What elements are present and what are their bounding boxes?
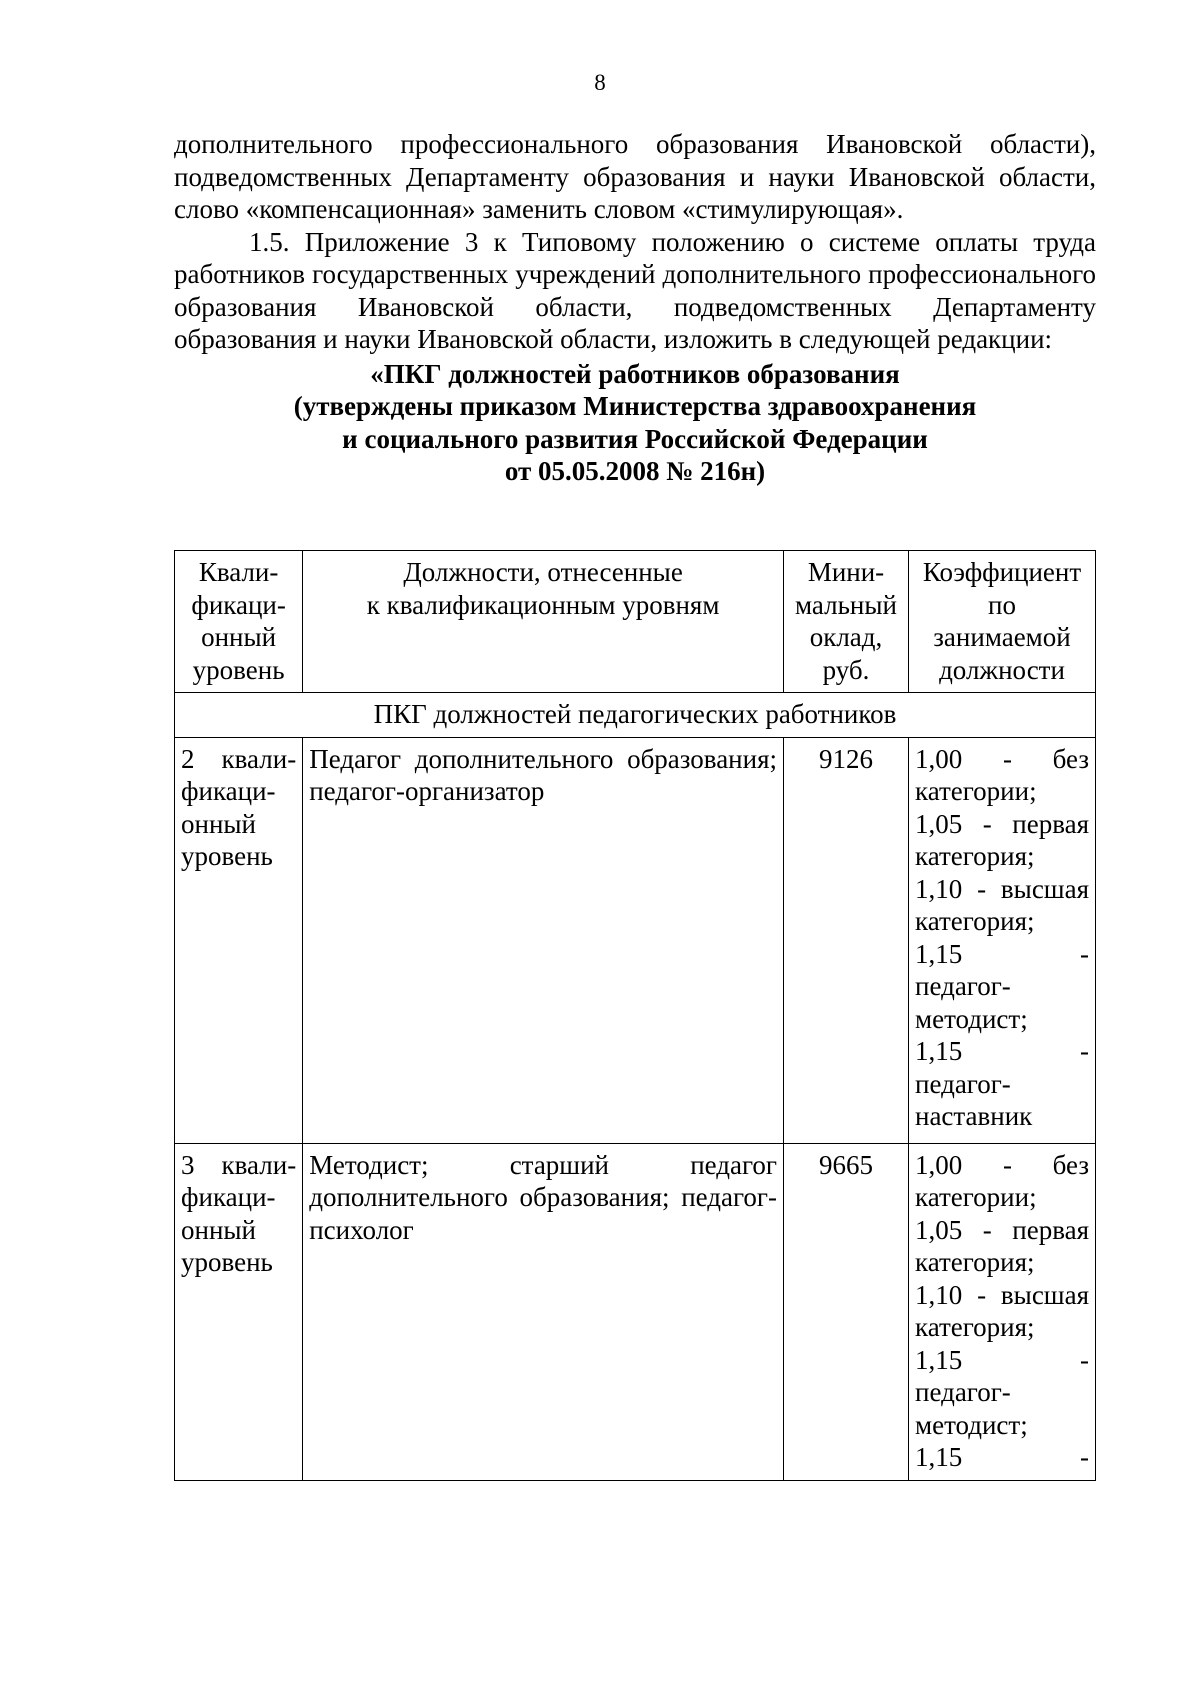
table-row (175, 1143, 1096, 1480)
table-row (175, 737, 1096, 1143)
cell-salary: 9126 (784, 737, 909, 1143)
group-title: ПКГ должностей педагогических работников (175, 693, 1096, 738)
intro-paragraph-1: дополнительного профессионального образования Ивановской области), подведомственных Департаменту образования и науки Ивановской области, слово «компенсационная» заменить словом «стимулирующая». (174, 129, 1096, 224)
cell-coefficient: 1,00 - без категории; 1,05 - первая категория; 1,10 - высшая категория; 1,15 - педагог- методист; 1,15 - (909, 1143, 1096, 1480)
page-number: 8 (594, 70, 606, 95)
cell-positions: Педагог дополнительного образования; педагог-организатор (303, 737, 784, 1143)
cell-positions: Методист; старший педагог дополнительного образования; педагог-психолог (303, 1143, 784, 1480)
heading-line-2: (утверждены приказом Министерства здравоохранения (293, 391, 977, 421)
header-level: Квали- фикаци- онный уровень (175, 551, 303, 693)
intro-paragraph-2: 1.5. Приложение 3 к Типовому положению о системе оплаты труда работников государственных учреждений дополнительного профессионального образования Ивановской области, подведомственных Департаменту образования и науки Ивановской области, изложить в следующей редакции: (174, 226, 1096, 354)
table-group-row (175, 693, 1096, 738)
header-salary: Мини- мальный оклад, руб. (784, 551, 909, 693)
heading-line-4: от 05.05.2008 № 216н) (504, 456, 766, 486)
document-body (174, 128, 1096, 488)
table-header-row (175, 551, 1096, 693)
cell-level: 2 квали-фикаци-онный уровень (175, 737, 303, 1143)
cell-coefficient: 1,00 - без категории; 1,05 - первая категория; 1,10 - высшая категория; 1,15 - педагог- методист; 1,15 - педагог- наставник (909, 737, 1096, 1143)
heading-line-1: «ПКГ должностей работников образования (370, 358, 900, 389)
header-coefficient: Коэффициент по занимаемой должности (909, 551, 1096, 693)
heading-line-3: и социального развития Российской Федерации (342, 423, 928, 454)
header-positions: Должности, отнесенные к квалификационным уровням (303, 551, 784, 693)
cell-level: 3 квали-фикаци-онный уровень (175, 1143, 303, 1480)
section-heading (174, 358, 1096, 488)
pkg-table (174, 550, 1096, 1481)
cell-salary: 9665 (784, 1143, 909, 1480)
